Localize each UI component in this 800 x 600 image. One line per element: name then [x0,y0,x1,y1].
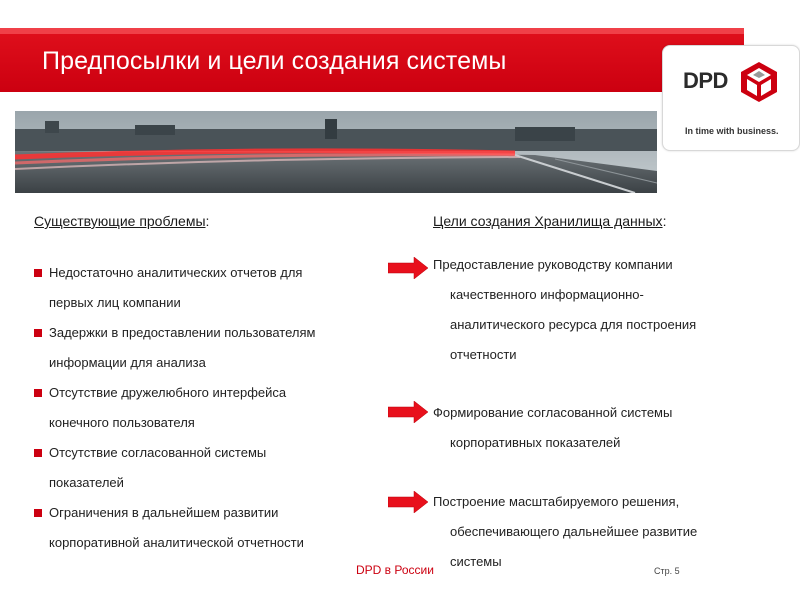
problems-heading-colon: : [205,213,210,229]
highway-photo [15,111,657,193]
list-item-line: корпоративной аналитической отчетности [49,535,304,550]
list-item-line: конечного пользователя [49,415,195,430]
problems-list [34,258,394,558]
square-bullet-icon [34,329,42,337]
page-title: Предпосылки и цели создания системы [42,47,507,75]
goals-heading-text: Цели создания Хранилища данных [433,213,663,229]
dpd-cube-logo-icon [739,60,779,104]
problems-heading [34,213,209,229]
square-bullet-icon [34,269,42,277]
goal-line: Формирование согласованной системы [433,405,673,420]
goal-line: качественного информационно- [450,287,644,302]
list-item-line: первых лиц компании [49,295,181,310]
goal-line: обеспечивающего дальнейшее развитие [450,524,698,539]
page-number: Стр. 5 [654,566,680,576]
arrow-right-icon [388,257,428,279]
goal-line: аналитического ресурса для построения [450,317,697,332]
arrow-right-icon [388,401,428,423]
list-item [34,438,394,498]
square-bullet-icon [34,389,42,397]
goals-heading-colon: : [662,213,667,229]
logo-wordmark: DPD [683,68,728,93]
square-bullet-icon [34,509,42,517]
list-item-line: Задержки в предоставлении пользователям [49,325,316,340]
list-item-line: Недостаточно аналитических отчетов для [49,265,303,280]
list-item-line: Отсутствие дружелюбного интерфейса [49,385,287,400]
goal-line: Построение масштабируемого решения, [433,494,680,509]
goal-line: отчетности [450,347,517,362]
footer-label: DPD в России [356,563,434,577]
list-item-line: показателей [49,475,124,490]
goal-line: системы [450,554,502,569]
goal-item [433,487,773,577]
goal-item [433,250,773,370]
goal-line: корпоративных показателей [450,435,621,450]
arrow-right-icon [388,491,428,513]
list-item-line: Отсутствие согласованной системы [49,445,267,460]
list-item [34,318,394,378]
goal-line: Предоставление руководству компании [433,257,673,272]
list-item-line: Ограничения в дальнейшем развитии [49,505,279,520]
dpd-logo [662,45,800,151]
list-item-line: информации для анализа [49,355,206,370]
logo-tagline: In time with business. [685,126,779,136]
square-bullet-icon [34,449,42,457]
list-item [34,378,394,438]
list-item [34,498,394,558]
problems-heading-text: Существующие проблемы [34,213,206,229]
goal-item [433,398,773,458]
goals-heading [433,213,666,229]
list-item [34,258,394,318]
